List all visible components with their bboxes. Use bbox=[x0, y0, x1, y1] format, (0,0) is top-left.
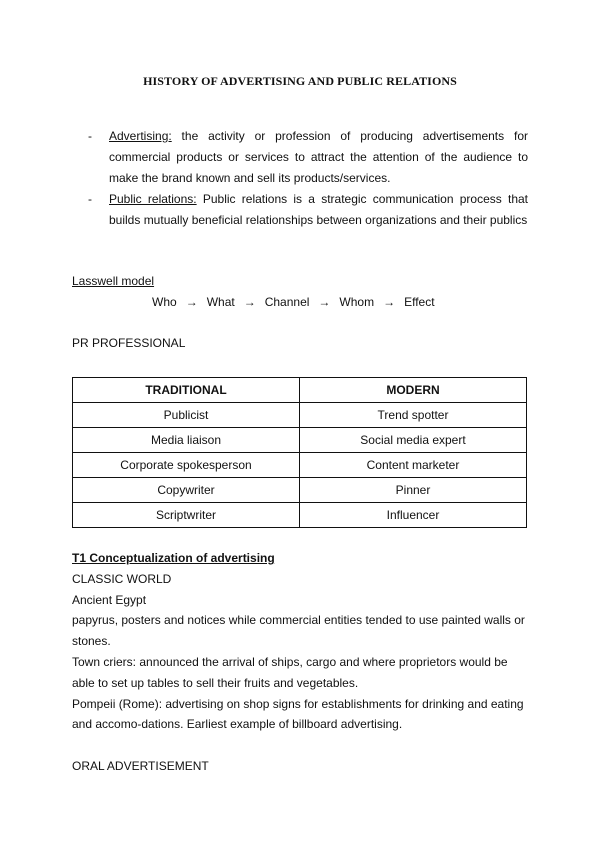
definitions-list bbox=[88, 126, 528, 231]
paragraph: Pompeii (Rome): advertising on shop signs for establishments for drinking and eating and accomo-dations. Earliest example of billboard advertising. bbox=[72, 696, 524, 732]
definition-term: Advertising: bbox=[109, 129, 172, 143]
table-cell: Scriptwriter bbox=[73, 503, 300, 528]
lasswell-step: Effect bbox=[404, 295, 435, 309]
table-row bbox=[73, 453, 527, 478]
conceptualization-section bbox=[72, 548, 532, 735]
definition-text: the activity or profession of producing advertisements for commercial products or services to attract the attention of the audience to make the brand known and sell its products/services. bbox=[109, 129, 528, 185]
arrow-icon: → bbox=[243, 295, 256, 309]
table-row bbox=[73, 428, 527, 453]
section-heading: T1 Conceptualization of advertising bbox=[72, 551, 275, 565]
era-label: Ancient Egypt bbox=[72, 592, 147, 607]
column-header-modern: MODERN bbox=[300, 378, 527, 403]
bullet-dash: - bbox=[88, 129, 92, 143]
table-cell: Media liaison bbox=[73, 428, 300, 453]
column-header-traditional: TRADITIONAL bbox=[73, 378, 300, 403]
table-row bbox=[73, 478, 527, 503]
lasswell-step: Who bbox=[152, 295, 177, 309]
table-cell: Publicist bbox=[73, 403, 300, 428]
lasswell-label: Lasswell model bbox=[72, 274, 155, 288]
section-subheading: CLASSIC WORLD bbox=[72, 571, 172, 586]
table-cell: Pinner bbox=[300, 478, 527, 503]
arrow-icon: → bbox=[185, 295, 198, 309]
paragraph: Town criers: announced the arrival of ships, cargo and where proprietors would be able to set up tables to sell their fruits and vegetables. bbox=[72, 654, 508, 690]
page-title: HISTORY OF ADVERTISING AND PUBLIC RELATIONS bbox=[143, 74, 457, 88]
table-cell: Influencer bbox=[300, 503, 527, 528]
arrow-icon: → bbox=[383, 295, 396, 309]
table-cell: Trend spotter bbox=[300, 403, 527, 428]
definition-text: Public relations is a strategic communication process that builds mutually beneficial relationships between organizations and their publics bbox=[109, 192, 528, 227]
oral-advertisement-heading: ORAL ADVERTISEMENT bbox=[72, 759, 209, 773]
lasswell-step: Channel bbox=[264, 295, 310, 309]
definition-advertising bbox=[88, 126, 528, 189]
arrow-icon: → bbox=[318, 295, 331, 309]
paragraph: papyrus, posters and notices while commercial entities tended to use painted walls or stones. bbox=[72, 613, 525, 649]
lasswell-step: What bbox=[206, 295, 235, 309]
table-cell: Social media expert bbox=[300, 428, 527, 453]
table-row bbox=[73, 503, 527, 528]
pr-professional-table bbox=[72, 377, 527, 528]
bullet-dash: - bbox=[88, 192, 92, 206]
definition-public-relations bbox=[88, 189, 528, 231]
pr-professional-label: PR PROFESSIONAL bbox=[72, 336, 186, 350]
table-cell: Copywriter bbox=[73, 478, 300, 503]
lasswell-model-row bbox=[152, 294, 435, 310]
table-header-row bbox=[73, 378, 527, 403]
lasswell-step: Whom bbox=[339, 295, 375, 309]
table-cell: Corporate spokesperson bbox=[73, 453, 300, 478]
definition-term: Public relations: bbox=[109, 192, 197, 206]
table-row bbox=[73, 403, 527, 428]
table-cell: Content marketer bbox=[300, 453, 527, 478]
